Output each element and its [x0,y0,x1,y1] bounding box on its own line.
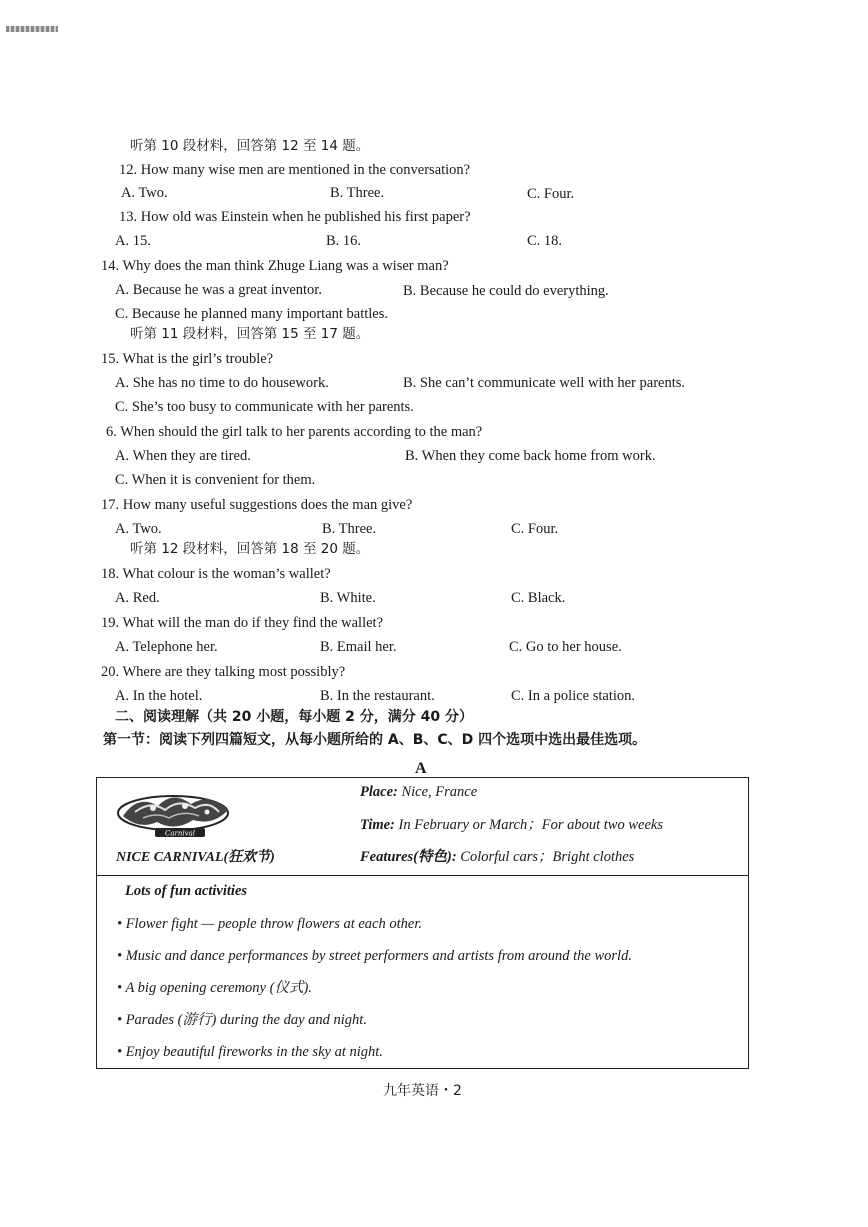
features-label: Features(特色): [360,849,457,865]
q15-option-c: C. She’s too busy to communicate with her parents. [115,399,414,415]
carnival-info-box [96,777,749,1069]
activities-title: Lots of fun activities [125,883,248,899]
question-19: 19. What will the man do if they find the wallet? [101,615,384,631]
q18-option-c: C. Black. [511,590,566,606]
features-value: Colorful cars；Bright clothes [460,849,635,865]
reading-section-title: 第一节：阅读下列四篇短文，从每小题所给的 A、B、C、D 四个选项中选出最佳选项。 [103,732,647,748]
question-16: 6. When should the girl talk to her parents according to the man? [106,424,483,440]
activity-item: • Enjoy beautiful fireworks in the sky at night. [117,1044,383,1060]
q20-option-a: A. In the hotel. [115,688,203,704]
place-value: Nice, France [401,784,478,800]
passage-label: A [415,760,427,777]
q19-option-a: A. Telephone her. [115,639,218,655]
activity-item: • Parades (游行) during the day and night. [117,1012,367,1028]
carnival-logo-icon [113,786,245,844]
activity-item: • Music and dance performances by street performers and artists from around the world. [117,948,632,964]
q17-option-c: C. Four. [511,521,559,537]
q18-option-b: B. White. [320,590,376,606]
q14-option-b: B. Because he could do everything. [403,283,609,299]
q15-option-b: B. She can’t communicate well with her parents. [403,375,685,391]
question-15: 15. What is the girl’s trouble? [101,351,274,367]
instruction-section-10: 听第 10 段材料，回答第 12 至 14 题。 [130,138,370,154]
q20-option-b: B. In the restaurant. [320,688,435,704]
box-divider [97,875,748,876]
q14-option-c: C. Because he planned many important battles. [115,306,389,322]
q18-option-a: A. Red. [115,590,160,606]
q19-option-b: B. Email her. [320,639,397,655]
q17-option-a: A. Two. [115,521,162,537]
q12-option-c: C. Four. [527,186,575,202]
q19-option-c: C. Go to her house. [509,639,622,655]
q12-option-a: A. Two. [121,185,168,201]
activity-item: • A big opening ceremony (仪式). [117,980,312,996]
q17-option-b: B. Three. [322,521,377,537]
question-17: 17. How many useful suggestions does the man give? [101,497,413,513]
scan-mark [6,26,58,32]
q20-option-c: C. In a police station. [511,688,636,704]
activity-item: • Flower fight — people throw flowers at each other. [117,916,422,932]
carnival-name: NICE CARNIVAL(狂欢节) [116,850,275,865]
q12-option-b: B. Three. [330,185,385,201]
q13-option-a: A. 15. [115,233,151,249]
place-label: Place: [360,784,398,800]
instruction-section-11: 听第 11 段材料，回答第 15 至 17 题。 [130,326,370,342]
time-label: Time: [360,817,395,833]
q15-option-a: A. She has no time to do housework. [115,375,329,391]
time-value: In February or March；For about two weeks [398,817,663,833]
question-18: 18. What colour is the woman’s wallet? [101,566,331,582]
question-12: 12. How many wise men are mentioned in the conversation? [119,162,471,178]
instruction-section-12: 听第 12 段材料，回答第 18 至 20 题。 [130,541,370,557]
q16-option-c: C. When it is convenient for them. [115,472,316,488]
q13-option-b: B. 16. [326,233,362,249]
q16-option-b: B. When they come back home from work. [405,448,656,464]
question-14: 14. Why does the man think Zhuge Liang was a wiser man? [101,258,449,274]
question-20: 20. Where are they talking most possibly? [101,664,346,680]
page-footer: 九年英语・2 [383,1083,462,1099]
reading-part-title: 二、阅读理解（共 20 小题，每小题 2 分，满分 40 分） [115,709,473,725]
q14-option-a: A. Because he was a great inventor. [115,282,322,298]
carnival-logo-text: Carnival [165,829,195,838]
q16-option-a: A. When they are tired. [115,448,251,464]
question-13: 13. How old was Einstein when he published his first paper? [119,209,471,225]
q13-option-c: C. 18. [527,233,563,249]
